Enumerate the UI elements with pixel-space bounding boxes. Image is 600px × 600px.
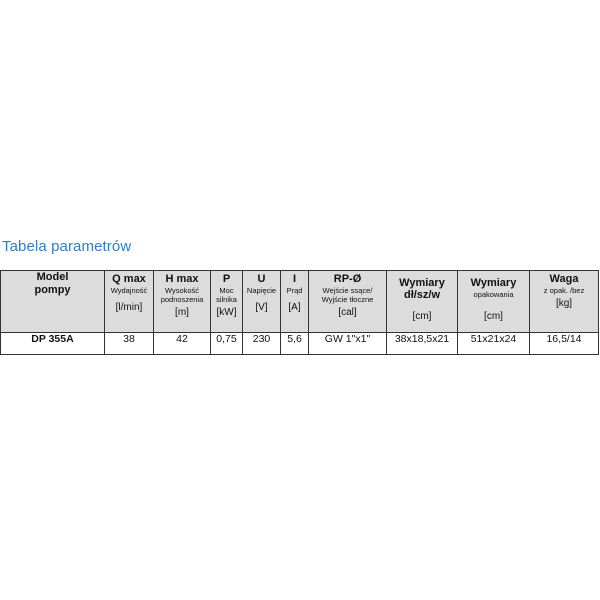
header-model-line2: pompy bbox=[34, 284, 71, 296]
header-u-unit: [V] bbox=[255, 302, 268, 313]
cell-package-dimensions: 51x21x24 bbox=[458, 333, 530, 355]
header-rp-desc-2: Wyjście tłoczne bbox=[321, 295, 374, 304]
table-header-row bbox=[1, 271, 599, 333]
header-q-unit: [l/min] bbox=[115, 302, 143, 313]
table-title: Tabela parametrów bbox=[2, 238, 132, 255]
header-rp-symbol: RP-Ø bbox=[333, 273, 362, 285]
parameters-table bbox=[0, 270, 599, 355]
header-weight-desc: z opak. /bez bbox=[543, 286, 585, 295]
header-weight bbox=[530, 271, 599, 333]
header-p-unit: [kW] bbox=[216, 307, 237, 318]
header-p bbox=[211, 271, 243, 333]
header-p-desc-1: Moc bbox=[219, 286, 234, 295]
header-package-dimensions bbox=[458, 271, 530, 333]
header-u-symbol: U bbox=[257, 273, 266, 285]
cell-model: DP 355A bbox=[1, 333, 105, 355]
header-u-desc: Napięcie bbox=[246, 286, 277, 295]
header-rp bbox=[309, 271, 387, 333]
cell-power: 0,75 bbox=[211, 333, 243, 355]
header-dim-symbol: Wymiary bbox=[399, 277, 445, 289]
header-pack-symbol: Wymiary bbox=[470, 277, 517, 289]
cell-voltage: 230 bbox=[243, 333, 281, 355]
cell-h-max: 42 bbox=[154, 333, 211, 355]
header-i bbox=[281, 271, 309, 333]
header-p-desc-2: silnika bbox=[216, 295, 237, 304]
header-q-desc: Wydajność bbox=[110, 286, 148, 295]
header-q-max bbox=[105, 271, 154, 333]
header-model bbox=[1, 271, 105, 333]
header-u bbox=[243, 271, 281, 333]
cell-current: 5,6 bbox=[281, 333, 309, 355]
header-rp-unit: [cal] bbox=[338, 307, 357, 318]
header-i-symbol: I bbox=[292, 273, 297, 285]
header-h-unit: [m] bbox=[175, 307, 189, 318]
cell-weight: 16,5/14 bbox=[530, 333, 599, 355]
header-h-symbol: H max bbox=[165, 273, 199, 285]
header-model-line1: Model bbox=[36, 271, 69, 283]
header-h-max bbox=[154, 271, 211, 333]
header-weight-unit: [kg] bbox=[555, 298, 573, 309]
header-h-desc-2: podnoszenia bbox=[160, 295, 204, 304]
header-dimensions bbox=[387, 271, 458, 333]
header-dim-desc: dł/sz/w bbox=[403, 289, 441, 301]
header-dim-unit: [cm] bbox=[412, 311, 432, 322]
header-rp-desc-1: Wejście ssące/ bbox=[322, 286, 373, 295]
cell-connection: GW 1"x1" bbox=[309, 333, 387, 355]
header-pack-desc: opakowania bbox=[473, 290, 514, 299]
cell-dimensions: 38x18,5x21 bbox=[387, 333, 458, 355]
table-row bbox=[1, 333, 599, 355]
header-pack-unit: [cm] bbox=[484, 311, 503, 322]
header-i-desc: Prąd bbox=[286, 286, 303, 295]
header-h-desc-1: Wysokość bbox=[164, 286, 200, 295]
header-i-unit: [A] bbox=[288, 302, 301, 313]
cell-q-max: 38 bbox=[105, 333, 154, 355]
header-weight-symbol: Waga bbox=[549, 273, 579, 285]
header-q-symbol: Q max bbox=[112, 273, 146, 285]
header-p-symbol: P bbox=[222, 273, 231, 285]
